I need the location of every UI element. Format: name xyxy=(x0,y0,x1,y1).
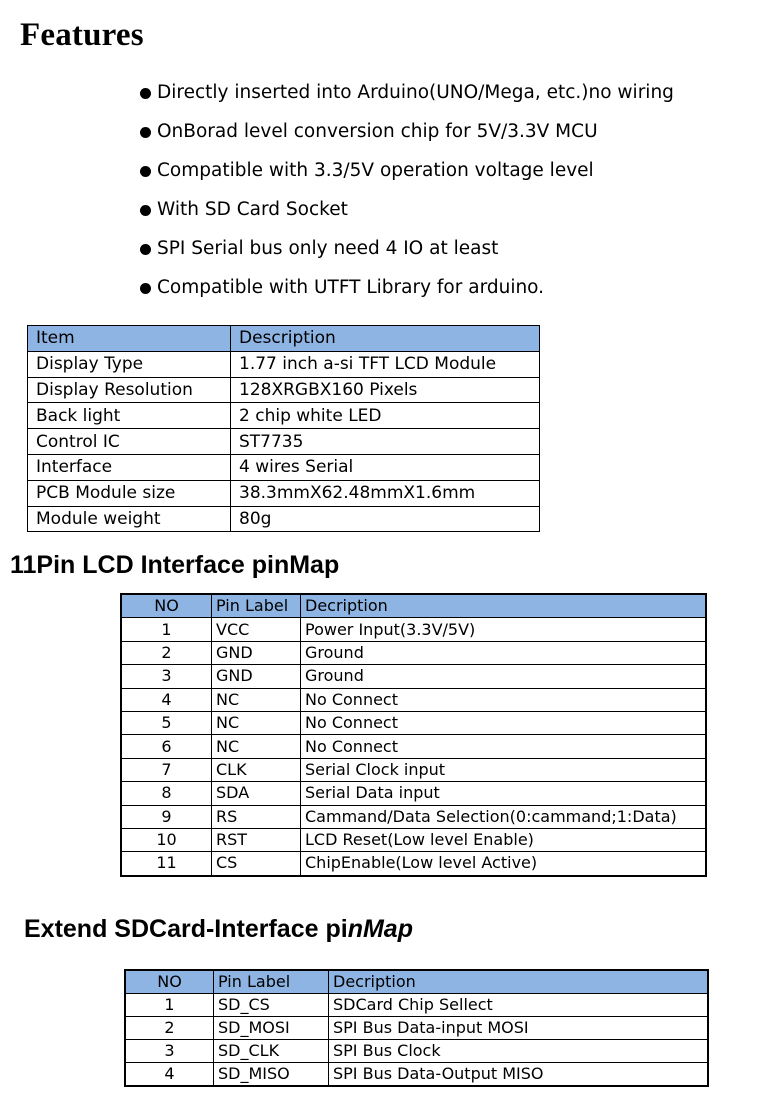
table-cell: 2 chip white LED xyxy=(231,403,540,429)
lcd-pinmap-table xyxy=(120,593,707,877)
pin-label: NC xyxy=(212,735,301,758)
table-row xyxy=(125,1017,708,1040)
table-row xyxy=(121,782,706,805)
feature-text: Compatible with 3.3/5V operation voltage level xyxy=(157,160,594,181)
table-cell: 4 wires Serial xyxy=(231,454,540,480)
table-row xyxy=(28,351,540,377)
pin-description: LCD Reset(Low level Enable) xyxy=(301,828,707,851)
pin-description: Ground xyxy=(301,665,707,688)
table-cell: ST7735 xyxy=(231,429,540,455)
pin-description: SPI Bus Clock xyxy=(329,1040,709,1063)
table-row xyxy=(125,1063,708,1087)
table-cell: 38.3mmX62.48mmX1.6mm xyxy=(231,480,540,506)
pin-number: 3 xyxy=(121,665,212,688)
pin-number: 10 xyxy=(121,828,212,851)
pin-description: SPI Bus Data-input MOSI xyxy=(329,1017,709,1040)
pin-number: 2 xyxy=(125,1017,214,1040)
table-row xyxy=(121,618,706,641)
pin-label: NC xyxy=(212,688,301,711)
feature-item xyxy=(140,160,674,199)
column-header: Decription xyxy=(329,970,709,994)
table-cell: Display Resolution xyxy=(28,377,231,403)
feature-item xyxy=(140,199,674,238)
table-cell: Control IC xyxy=(28,429,231,455)
pin-number: 4 xyxy=(121,688,212,711)
feature-text: OnBorad level conversion chip for 5V/3.3V MCU xyxy=(157,121,598,142)
bullet-icon xyxy=(140,127,151,138)
column-header: NO xyxy=(121,594,212,618)
column-header: Pin Label xyxy=(214,970,329,994)
column-header: Pin Label xyxy=(212,594,301,618)
pin-description: Power Input(3.3V/5V) xyxy=(301,618,707,641)
pin-description: SPI Bus Data-Output MISO xyxy=(329,1063,709,1087)
pin-number: 8 xyxy=(121,782,212,805)
pin-description: No Connect xyxy=(301,711,707,734)
bullet-icon xyxy=(140,283,151,294)
feature-item xyxy=(140,121,674,160)
column-header: Description xyxy=(231,326,540,352)
table-cell: 1.77 inch a-si TFT LCD Module xyxy=(231,351,540,377)
pin-description: Ground xyxy=(301,641,707,664)
pin-label: CLK xyxy=(212,758,301,781)
bullet-icon xyxy=(140,205,151,216)
table-cell: Interface xyxy=(28,454,231,480)
pin-label: RS xyxy=(212,805,301,828)
pin-description: SDCard Chip Sellect xyxy=(329,994,709,1017)
pin-number: 6 xyxy=(121,735,212,758)
pin-number: 3 xyxy=(125,1040,214,1063)
feature-item xyxy=(140,238,674,277)
column-header: NO xyxy=(125,970,214,994)
table-row xyxy=(121,688,706,711)
table-header-row xyxy=(28,326,540,352)
feature-text: Compatible with UTFT Library for arduino. xyxy=(157,277,545,298)
column-header: Item xyxy=(28,326,231,352)
spec-table xyxy=(27,325,540,532)
pin-label: SD_MOSI xyxy=(214,1017,329,1040)
pin-description: No Connect xyxy=(301,735,707,758)
sd-pinmap-table xyxy=(124,969,709,1087)
table-cell: Display Type xyxy=(28,351,231,377)
lcd-pinmap-heading: 11Pin LCD Interface pinMap xyxy=(10,551,340,579)
table-row xyxy=(28,480,540,506)
table-row xyxy=(125,1040,708,1063)
pin-label: RST xyxy=(212,828,301,851)
pin-number: 11 xyxy=(121,852,212,876)
pin-label: CS xyxy=(212,852,301,876)
feature-text: Directly inserted into Arduino(UNO/Mega, etc.)no wiring xyxy=(157,82,674,103)
table-header-row xyxy=(121,594,706,618)
table-cell: Back light xyxy=(28,403,231,429)
table-row xyxy=(28,506,540,532)
pin-number: 1 xyxy=(121,618,212,641)
table-cell: 80g xyxy=(231,506,540,532)
feature-text: SPI Serial bus only need 4 IO at least xyxy=(157,238,499,259)
pin-description: Serial Data input xyxy=(301,782,707,805)
pin-label: SD_CS xyxy=(214,994,329,1017)
bullet-icon xyxy=(140,88,151,99)
table-row xyxy=(121,828,706,851)
table-row xyxy=(121,665,706,688)
table-row xyxy=(125,994,708,1017)
pin-label: GND xyxy=(212,641,301,664)
pin-number: 7 xyxy=(121,758,212,781)
pin-description: No Connect xyxy=(301,688,707,711)
sd-pinmap-heading xyxy=(24,915,413,944)
column-header: Decription xyxy=(301,594,707,618)
table-cell: PCB Module size xyxy=(28,480,231,506)
table-header-row xyxy=(125,970,708,994)
bullet-icon xyxy=(140,244,151,255)
table-row xyxy=(121,758,706,781)
table-row xyxy=(121,711,706,734)
pin-label: GND xyxy=(212,665,301,688)
pin-number: 5 xyxy=(121,711,212,734)
table-row xyxy=(121,735,706,758)
table-row xyxy=(28,377,540,403)
table-row xyxy=(121,852,706,876)
feature-item xyxy=(140,277,674,316)
sd-heading-italic: nMap xyxy=(347,915,413,943)
pin-number: 4 xyxy=(125,1063,214,1087)
pin-description: ChipEnable(Low level Active) xyxy=(301,852,707,876)
pin-label: SDA xyxy=(212,782,301,805)
bullet-icon xyxy=(140,166,151,177)
table-row xyxy=(28,429,540,455)
feature-item xyxy=(140,82,674,121)
pin-label: NC xyxy=(212,711,301,734)
sd-heading-text: Extend SDCard-Interface pi xyxy=(24,915,348,943)
features-list xyxy=(140,82,674,316)
pin-description: Serial Clock input xyxy=(301,758,707,781)
table-cell: Module weight xyxy=(28,506,231,532)
pin-label: SD_MISO xyxy=(214,1063,329,1087)
table-row xyxy=(28,454,540,480)
features-heading: Features xyxy=(20,17,144,53)
pin-number: 1 xyxy=(125,994,214,1017)
pin-number: 2 xyxy=(121,641,212,664)
pin-number: 9 xyxy=(121,805,212,828)
table-row xyxy=(28,403,540,429)
table-row xyxy=(121,641,706,664)
table-row xyxy=(121,805,706,828)
table-cell: 128XRGBX160 Pixels xyxy=(231,377,540,403)
pin-label: SD_CLK xyxy=(214,1040,329,1063)
pin-label: VCC xyxy=(212,618,301,641)
feature-text: With SD Card Socket xyxy=(157,199,348,220)
pin-description: Cammand/Data Selection(0:cammand;1:Data) xyxy=(301,805,707,828)
